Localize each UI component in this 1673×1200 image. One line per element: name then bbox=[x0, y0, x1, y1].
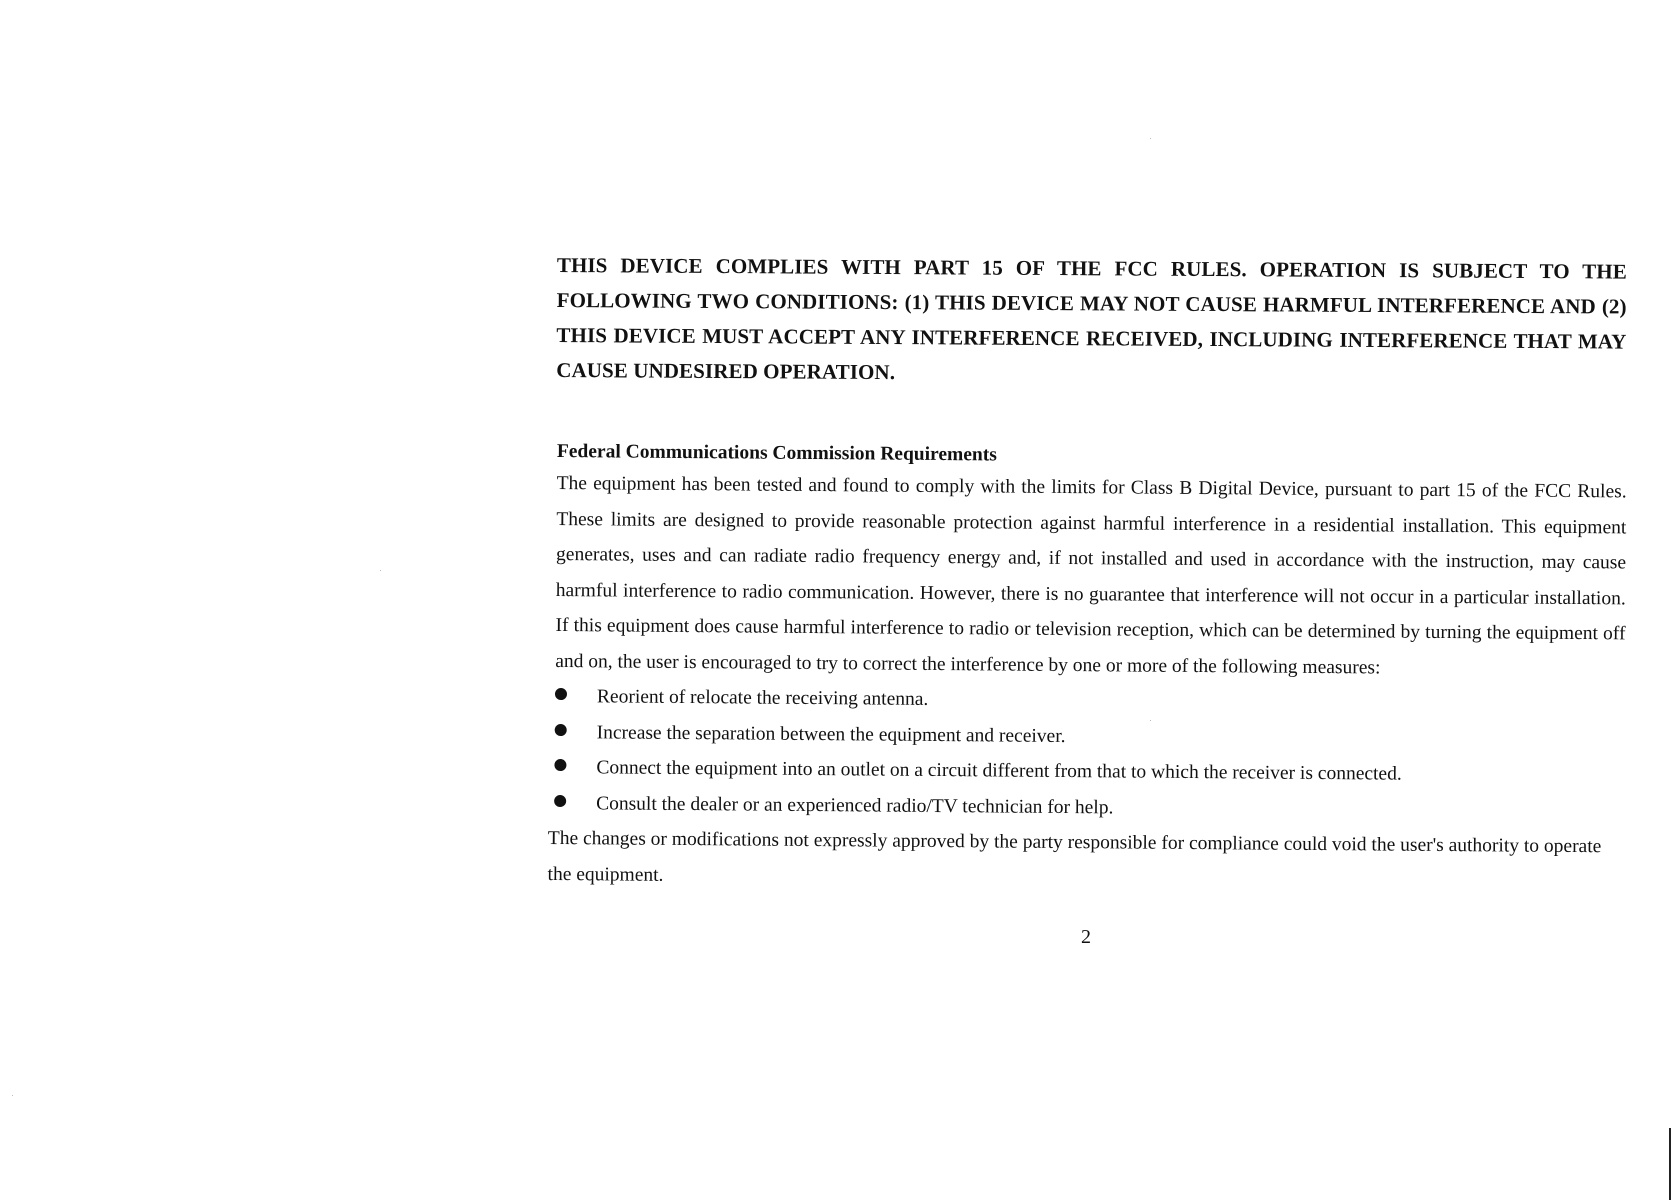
list-item-text: Reorient of relocate the receiving antenna. bbox=[596, 686, 929, 710]
fcc-compliance-notice: THIS DEVICE COMPLIES WITH PART 15 OF THE FCC RULES. OPERATION IS SUBJECT TO THE FOLLOWING TWO CONDITIONS: (1) THIS DEVICE MAY NOT CAUSE HARMFUL INTERFERENCE AND (2) THIS DEVICE MUST ACCEPT ANY INTERFERENCE RECEIVED, INCLUDING INTERFERENCE THAT MAY CAUSE UNDESIRED OPERATION. bbox=[556, 252, 1627, 385]
closing-paragraph: The changes or modifications not expressly approved by the party responsible for compliance could void the user's authority to operate the equipment. bbox=[547, 827, 1602, 886]
fcc-requirements-section bbox=[547, 438, 1627, 900]
bullet-icon bbox=[554, 759, 566, 771]
scan-edge-mark bbox=[1669, 1128, 1671, 1200]
scan-speck bbox=[380, 570, 381, 571]
scan-speck bbox=[1150, 138, 1151, 139]
page-number: 2 bbox=[1081, 926, 1091, 948]
list-item-text: Consult the dealer or an experienced radio/TV technician for help. bbox=[596, 792, 1114, 818]
requirements-paragraph: The equipment has been tested and found to comply with the limits for Class B Digital Device, pursuant to part 15 of the FCC Rules. These limits are designed to provide reasonable protection against harmful interference in a residential installation. This equipment generates, uses and can radiate radio frequency energy and, if not installed and used in accordance with the instruction, may cause harmful interference to radio communication. However, there is no guarantee that interference will not occur in a particular installation. If this equipment does cause harmful interference to radio or television reception, which can be determined by turning the equipment off and on, the user is encouraged to try to correct the interference by one or more of the following measures: bbox=[555, 472, 1627, 678]
page-content bbox=[547, 248, 1627, 892]
bullet-icon bbox=[554, 794, 566, 806]
scan-speck bbox=[1150, 720, 1151, 721]
scan-speck bbox=[12, 1095, 13, 1096]
bullet-icon bbox=[555, 688, 567, 700]
section-heading: Federal Communications Commission Requirements bbox=[556, 440, 997, 466]
measures-list bbox=[554, 679, 1625, 829]
bullet-icon bbox=[555, 723, 567, 735]
list-item-text: Connect the equipment into an outlet on a circuit different from that to which the receiver is connected. bbox=[596, 757, 1402, 785]
list-item-text: Increase the separation between the equipment and receiver. bbox=[596, 721, 1066, 747]
